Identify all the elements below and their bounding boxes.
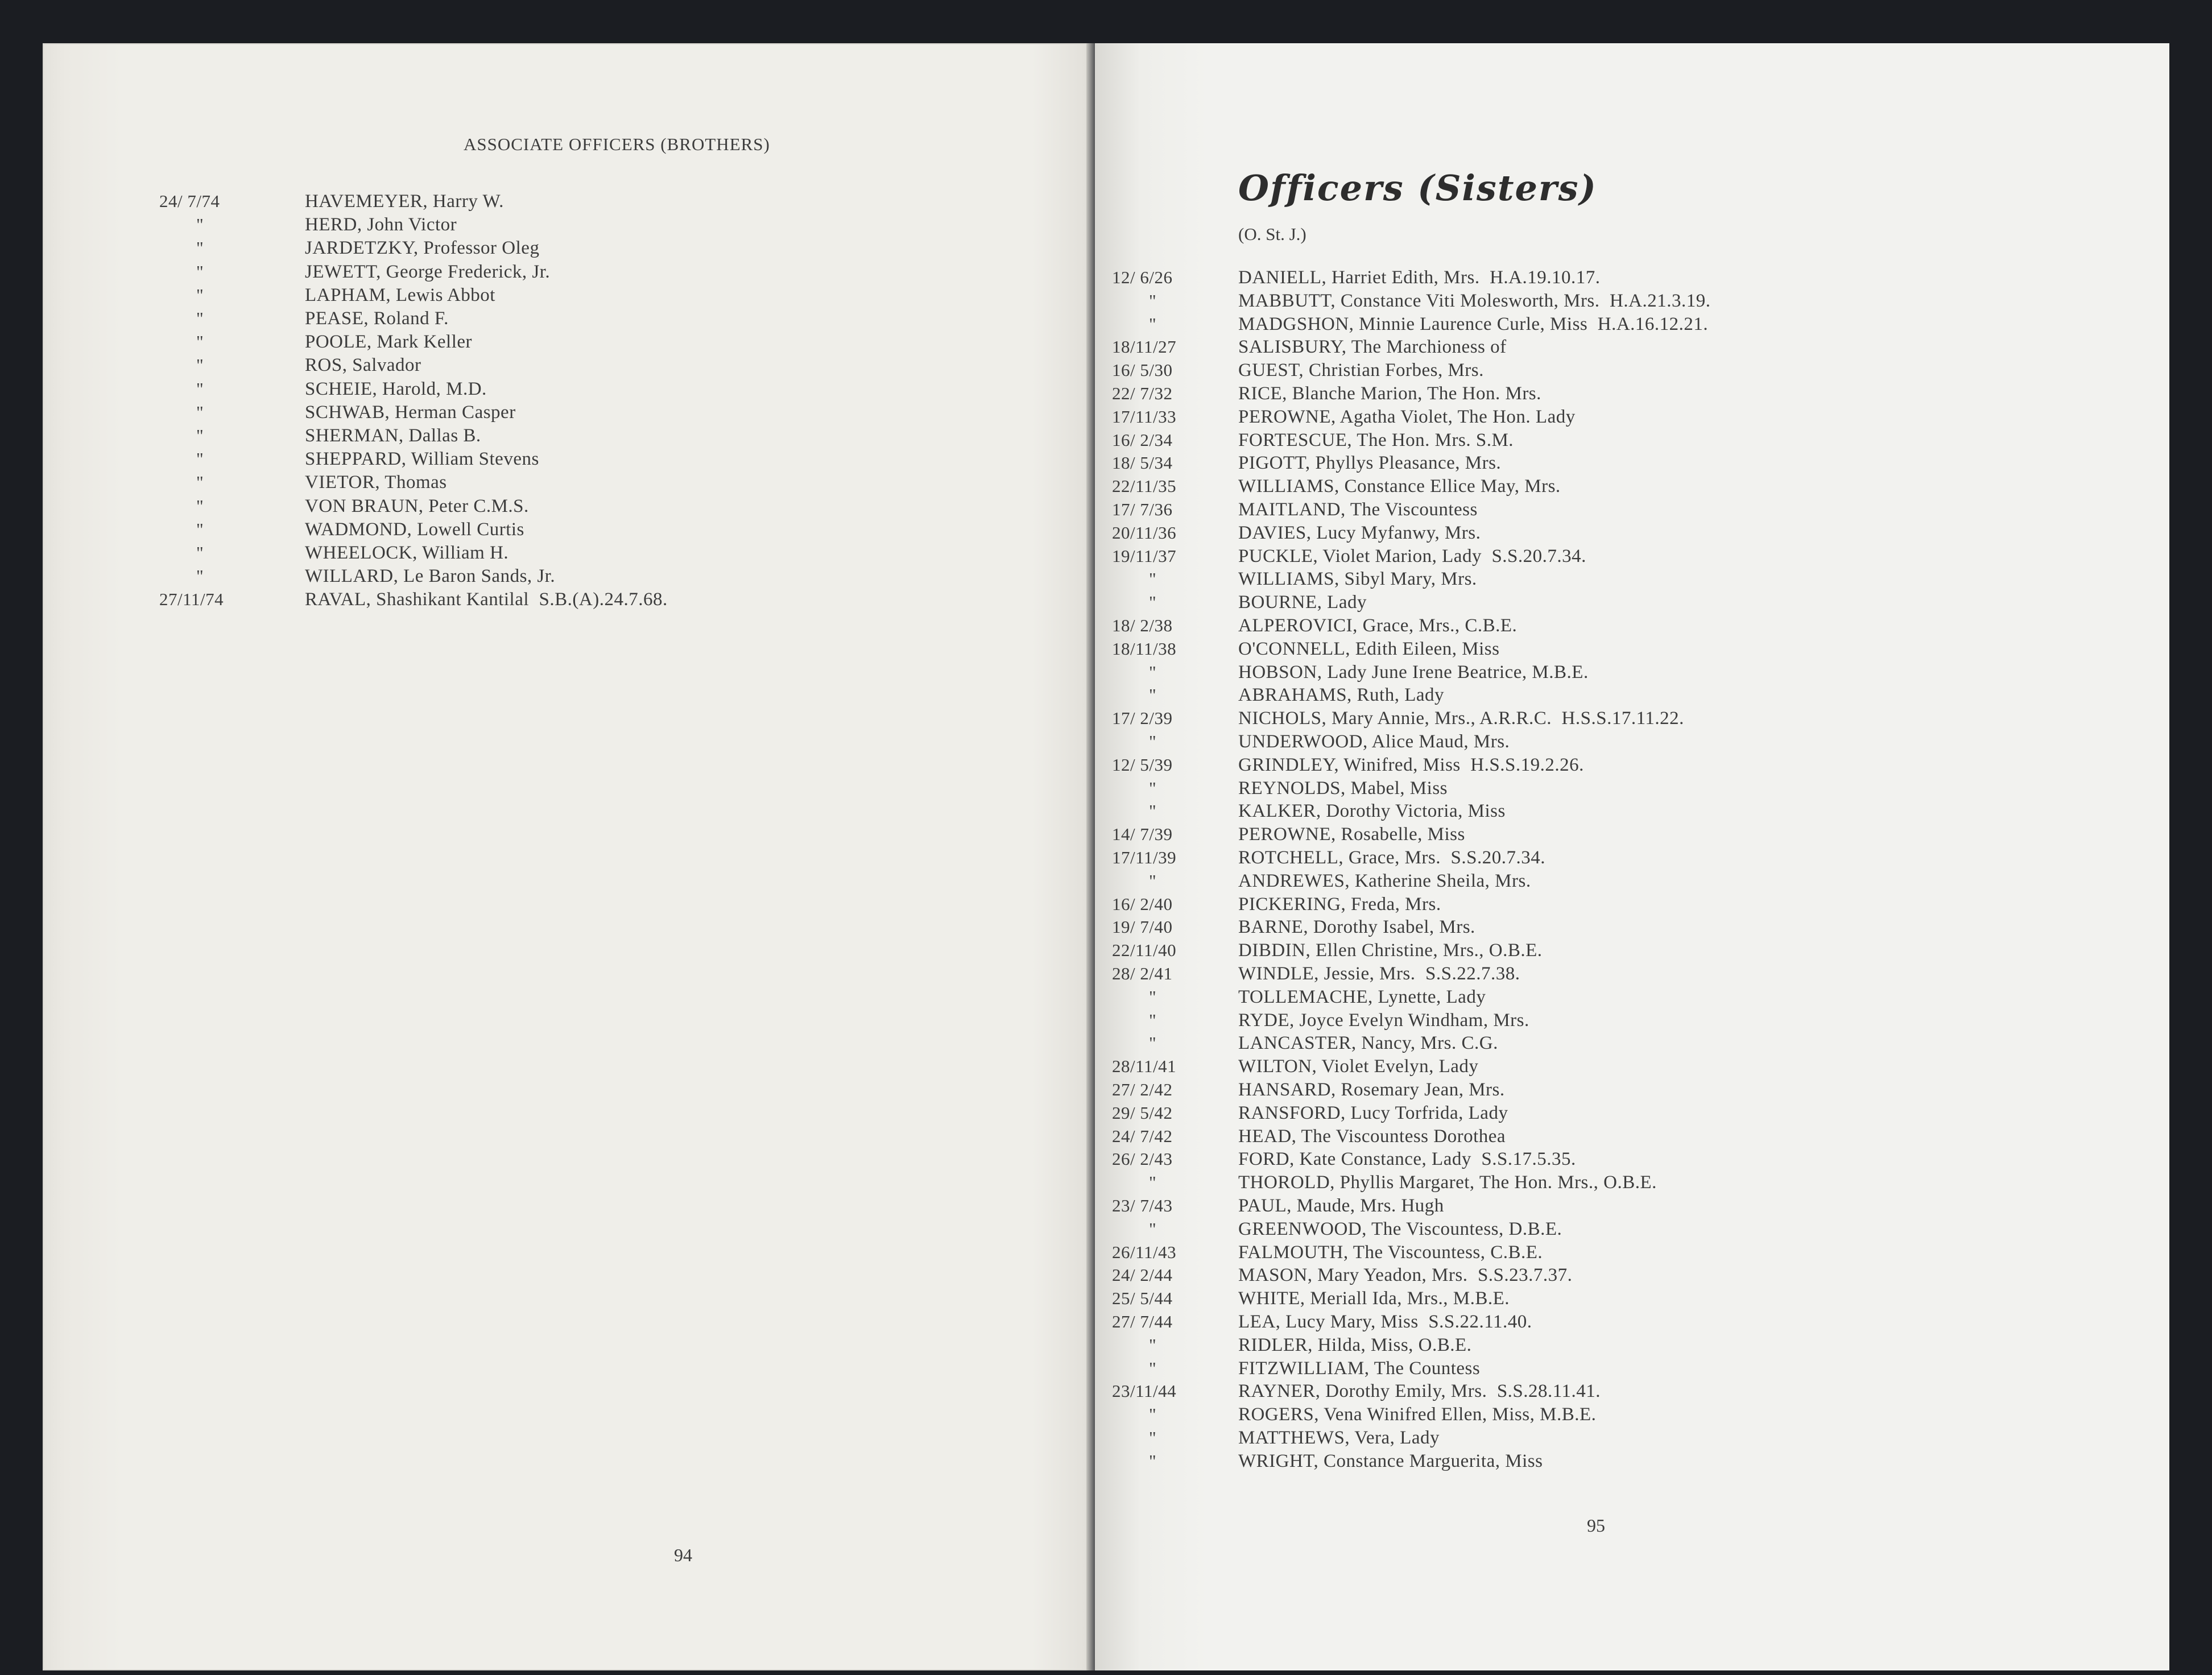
left-page-number: 94 bbox=[674, 1545, 692, 1565]
entry-date: 22/11/35 bbox=[1112, 476, 1177, 497]
entry-name: RANSFORD, Lucy Torfrida, Lady bbox=[1238, 1102, 1508, 1123]
entry-name: WILLARD, Le Baron Sands, Jr. bbox=[305, 566, 556, 587]
entry-name: JEWETT, George Frederick, Jr. bbox=[305, 261, 551, 282]
entry-name: PICKERING, Freda, Mrs. bbox=[1238, 894, 1441, 915]
entry-name: HEAD, The Viscountess Dorothea bbox=[1238, 1126, 1506, 1147]
entry-date: 18/ 2/38 bbox=[1112, 615, 1173, 635]
entry-name: NICHOLS, Mary Annie, Mrs., A.R.R.C. H.S.S.17.11.22. bbox=[1238, 708, 1684, 729]
entry-name: PIGOTT, Phyllys Pleasance, Mrs. bbox=[1238, 453, 1502, 474]
entry-name: ANDREWES, Katherine Sheila, Mrs. bbox=[1238, 870, 1531, 891]
entry-date: " bbox=[1149, 1334, 1157, 1355]
entry-date: 14/ 7/39 bbox=[1112, 824, 1173, 845]
entry-name: ALPEROVICI, Grace, Mrs., C.B.E. bbox=[1238, 615, 1518, 636]
entry-date: " bbox=[196, 355, 204, 375]
entry-date: " bbox=[196, 449, 204, 469]
entry-name: FORD, Kate Constance, Lady S.S.17.5.35. bbox=[1238, 1149, 1576, 1170]
entry-name: SCHWAB, Herman Casper bbox=[305, 402, 516, 423]
entry-date: 27/ 2/42 bbox=[1112, 1080, 1173, 1099]
entry-date: 16/ 2/40 bbox=[1112, 894, 1173, 914]
right-page bbox=[1095, 43, 2169, 1670]
entry-name: REYNOLDS, Mabel, Miss bbox=[1238, 777, 1448, 799]
entry-date: 22/11/40 bbox=[1112, 940, 1177, 961]
entry-name: RAYNER, Dorothy Emily, Mrs. S.S.28.11.41. bbox=[1238, 1381, 1601, 1402]
entry-name: HAVEMEYER, Harry W. bbox=[305, 191, 504, 212]
entry-name: RICE, Blanche Marion, The Hon. Mrs. bbox=[1238, 383, 1541, 404]
entry-date: 24/ 2/44 bbox=[1112, 1265, 1173, 1285]
entry-name: PUCKLE, Violet Marion, Lady S.S.20.7.34. bbox=[1238, 545, 1586, 566]
entry-name: RIDLER, Hilda, Miss, O.B.E. bbox=[1238, 1334, 1472, 1355]
entry-name: SCHEIE, Harold, M.D. bbox=[305, 378, 487, 399]
entry-date: " bbox=[1149, 661, 1157, 682]
entry-name: BOURNE, Lady bbox=[1238, 592, 1367, 613]
entry-date: " bbox=[1149, 1172, 1157, 1193]
entry-date: 12/ 6/26 bbox=[1112, 267, 1173, 287]
entry-name: FORTESCUE, The Hon. Mrs. S.M. bbox=[1238, 429, 1514, 450]
entry-date: 20/11/36 bbox=[1112, 522, 1177, 543]
entry-date: " bbox=[196, 543, 204, 563]
entry-name: GREENWOOD, The Viscountess, D.B.E. bbox=[1238, 1218, 1562, 1239]
entry-name: LEA, Lucy Mary, Miss S.S.22.11.40. bbox=[1238, 1312, 1532, 1332]
entry-date: 26/11/43 bbox=[1112, 1242, 1177, 1262]
entry-date: 12/ 5/39 bbox=[1112, 754, 1173, 775]
entry-name: MADGSHON, Minnie Laurence Curle, Miss H.A.16.12.21. bbox=[1238, 313, 1709, 334]
entry-date: " bbox=[196, 402, 204, 422]
entry-name: RYDE, Joyce Evelyn Windham, Mrs. bbox=[1238, 1010, 1529, 1031]
entry-date: 26/ 2/43 bbox=[1112, 1149, 1173, 1169]
entry-date: 24/ 7/74 bbox=[159, 191, 220, 211]
entry-date: 18/11/27 bbox=[1112, 337, 1177, 357]
entry-date: " bbox=[196, 308, 204, 328]
entry-date: " bbox=[196, 378, 204, 399]
entry-name: WRIGHT, Constance Marguerita, Miss bbox=[1238, 1450, 1543, 1471]
entry-date: 16/ 5/30 bbox=[1112, 360, 1173, 381]
entry-date: " bbox=[196, 214, 204, 235]
entry-date: " bbox=[196, 238, 204, 258]
entry-name: HERD, John Victor bbox=[305, 214, 457, 235]
entry-date: " bbox=[1149, 986, 1157, 1007]
list-item bbox=[43, 585, 1066, 614]
entry-date: 22/ 7/32 bbox=[1112, 383, 1173, 403]
entry-name: SALISBURY, The Marchioness of bbox=[1238, 337, 1507, 358]
entry-name: DIBDIN, Ellen Christine, Mrs., O.B.E. bbox=[1238, 940, 1543, 961]
entry-name: WILLIAMS, Sibyl Mary, Mrs. bbox=[1238, 569, 1477, 590]
left-page bbox=[43, 43, 1098, 1670]
entry-name: PAUL, Maude, Mrs. Hugh bbox=[1238, 1196, 1444, 1216]
entry-date: " bbox=[1149, 569, 1157, 589]
entry-name: ROS, Salvador bbox=[305, 355, 421, 376]
entry-date: " bbox=[1149, 1358, 1157, 1378]
right-page-number: 95 bbox=[1587, 1515, 1605, 1536]
entry-date: 19/11/37 bbox=[1112, 545, 1177, 566]
entry-name: PEROWNE, Rosabelle, Miss bbox=[1238, 824, 1465, 845]
entry-date: 19/ 7/40 bbox=[1112, 917, 1173, 937]
entry-name: O'CONNELL, Edith Eileen, Miss bbox=[1238, 638, 1500, 659]
entry-date: " bbox=[1149, 1404, 1157, 1425]
entry-name: DAVIES, Lucy Myfanwy, Mrs. bbox=[1238, 522, 1481, 543]
entry-date: " bbox=[1149, 685, 1157, 705]
entry-date: 17/ 7/36 bbox=[1112, 499, 1173, 519]
entry-date: " bbox=[1149, 1033, 1157, 1053]
entry-date: 17/11/33 bbox=[1112, 406, 1177, 427]
entry-date: " bbox=[1149, 777, 1157, 798]
entry-date: " bbox=[1149, 1218, 1157, 1239]
entry-date: " bbox=[1149, 592, 1157, 613]
entry-name: GRINDLEY, Winifred, Miss H.S.S.19.2.26. bbox=[1238, 754, 1584, 775]
entry-date: " bbox=[1149, 1428, 1157, 1447]
entry-date: 25/ 5/44 bbox=[1112, 1288, 1173, 1309]
entry-date: " bbox=[1149, 1010, 1157, 1030]
entry-date: " bbox=[196, 495, 204, 516]
entry-date: " bbox=[1149, 1450, 1157, 1471]
entry-name: GUEST, Christian Forbes, Mrs. bbox=[1238, 360, 1484, 381]
entry-name: PEASE, Roland F. bbox=[305, 308, 449, 329]
entry-date: 17/11/39 bbox=[1112, 847, 1177, 867]
entry-date: " bbox=[196, 425, 204, 445]
entry-name: MABBUTT, Constance Viti Molesworth, Mrs. H.A.21.3.19. bbox=[1238, 290, 1711, 311]
entry-date: 18/ 5/34 bbox=[1112, 453, 1173, 473]
entry-date: 27/ 7/44 bbox=[1112, 1312, 1173, 1331]
entry-name: WILLIAMS, Constance Ellice May, Mrs. bbox=[1238, 476, 1561, 497]
entry-name: KALKER, Dorothy Victoria, Miss bbox=[1238, 801, 1506, 822]
entry-name: FALMOUTH, The Viscountess, C.B.E. bbox=[1238, 1242, 1543, 1263]
entry-name: WHITE, Meriall Ida, Mrs., M.B.E. bbox=[1238, 1288, 1510, 1309]
list-item bbox=[1095, 1447, 2119, 1475]
entry-date: 28/ 2/41 bbox=[1112, 963, 1173, 983]
entry-date: " bbox=[1149, 313, 1157, 334]
entry-name: LAPHAM, Lewis Abbot bbox=[305, 284, 495, 305]
entry-date: " bbox=[196, 284, 204, 305]
entry-name: JARDETZKY, Professor Oleg bbox=[305, 238, 540, 259]
entry-name: MATTHEWS, Vera, Lady bbox=[1238, 1428, 1440, 1448]
entry-date: " bbox=[1149, 731, 1157, 751]
entry-name: WHEELOCK, William H. bbox=[305, 543, 509, 563]
entry-name: HANSARD, Rosemary Jean, Mrs. bbox=[1238, 1080, 1505, 1100]
entry-name: MASON, Mary Yeadon, Mrs. S.S.23.7.37. bbox=[1238, 1265, 1573, 1286]
entry-name: FITZWILLIAM, The Countess bbox=[1238, 1358, 1481, 1379]
entry-date: 27/11/74 bbox=[159, 589, 224, 610]
entry-date: " bbox=[1149, 290, 1157, 311]
entry-name: SHEPPARD, William Stevens bbox=[305, 449, 539, 470]
entry-date: 23/ 7/43 bbox=[1112, 1196, 1173, 1215]
entry-name: MAITLAND, The Viscountess bbox=[1238, 499, 1478, 520]
entry-date: " bbox=[196, 472, 204, 493]
entry-name: RAVAL, Shashikant Kantilal S.B.(A).24.7.68. bbox=[305, 589, 668, 610]
entry-name: THOROLD, Phyllis Margaret, The Hon. Mrs., O.B.E. bbox=[1238, 1172, 1657, 1193]
entry-date: 17/ 2/39 bbox=[1112, 708, 1173, 729]
entry-name: LANCASTER, Nancy, Mrs. C.G. bbox=[1238, 1033, 1498, 1054]
entry-name: SHERMAN, Dallas B. bbox=[305, 425, 481, 446]
entry-date: " bbox=[196, 566, 204, 586]
entry-name: DANIELL, Harriet Edith, Mrs. H.A.19.10.17. bbox=[1238, 267, 1601, 288]
entry-name: BARNE, Dorothy Isabel, Mrs. bbox=[1238, 917, 1475, 938]
entry-date: 28/11/41 bbox=[1112, 1056, 1177, 1077]
left-page-heading: ASSOCIATE OFFICERS (BROTHERS) bbox=[464, 134, 770, 154]
entry-date: 18/11/38 bbox=[1112, 638, 1177, 659]
entry-name: ABRAHAMS, Ruth, Lady bbox=[1238, 685, 1445, 706]
entry-name: PEROWNE, Agatha Violet, The Hon. Lady bbox=[1238, 406, 1576, 427]
entry-date: " bbox=[196, 519, 204, 539]
entry-date: 16/ 2/34 bbox=[1112, 429, 1173, 450]
entry-name: ROGERS, Vena Winifred Ellen, Miss, M.B.E. bbox=[1238, 1404, 1597, 1425]
entry-name: WILTON, Violet Evelyn, Lady bbox=[1238, 1056, 1479, 1077]
entry-date: 23/11/44 bbox=[1112, 1381, 1177, 1401]
entry-name: UNDERWOOD, Alice Maud, Mrs. bbox=[1238, 731, 1510, 752]
right-page-heading: Officers (Sisters) bbox=[1238, 167, 1597, 209]
entry-date: " bbox=[196, 261, 204, 282]
entry-date: 24/ 7/42 bbox=[1112, 1126, 1173, 1146]
entry-name: VON BRAUN, Peter C.M.S. bbox=[305, 495, 529, 516]
entry-name: VIETOR, Thomas bbox=[305, 472, 447, 493]
entry-name: WADMOND, Lowell Curtis bbox=[305, 519, 524, 540]
entry-name: ROTCHELL, Grace, Mrs. S.S.20.7.34. bbox=[1238, 847, 1545, 868]
entry-name: WINDLE, Jessie, Mrs. S.S.22.7.38. bbox=[1238, 963, 1520, 984]
entry-date: 29/ 5/42 bbox=[1112, 1102, 1173, 1123]
entry-date: " bbox=[1149, 801, 1157, 821]
entry-name: POOLE, Mark Keller bbox=[305, 332, 473, 353]
entry-name: TOLLEMACHE, Lynette, Lady bbox=[1238, 986, 1486, 1007]
entry-date: " bbox=[196, 332, 204, 352]
right-page-subheading: (O. St. J.) bbox=[1238, 224, 1306, 244]
entry-date: " bbox=[1149, 870, 1157, 891]
entry-name: HOBSON, Lady June Irene Beatrice, M.B.E. bbox=[1238, 661, 1589, 683]
